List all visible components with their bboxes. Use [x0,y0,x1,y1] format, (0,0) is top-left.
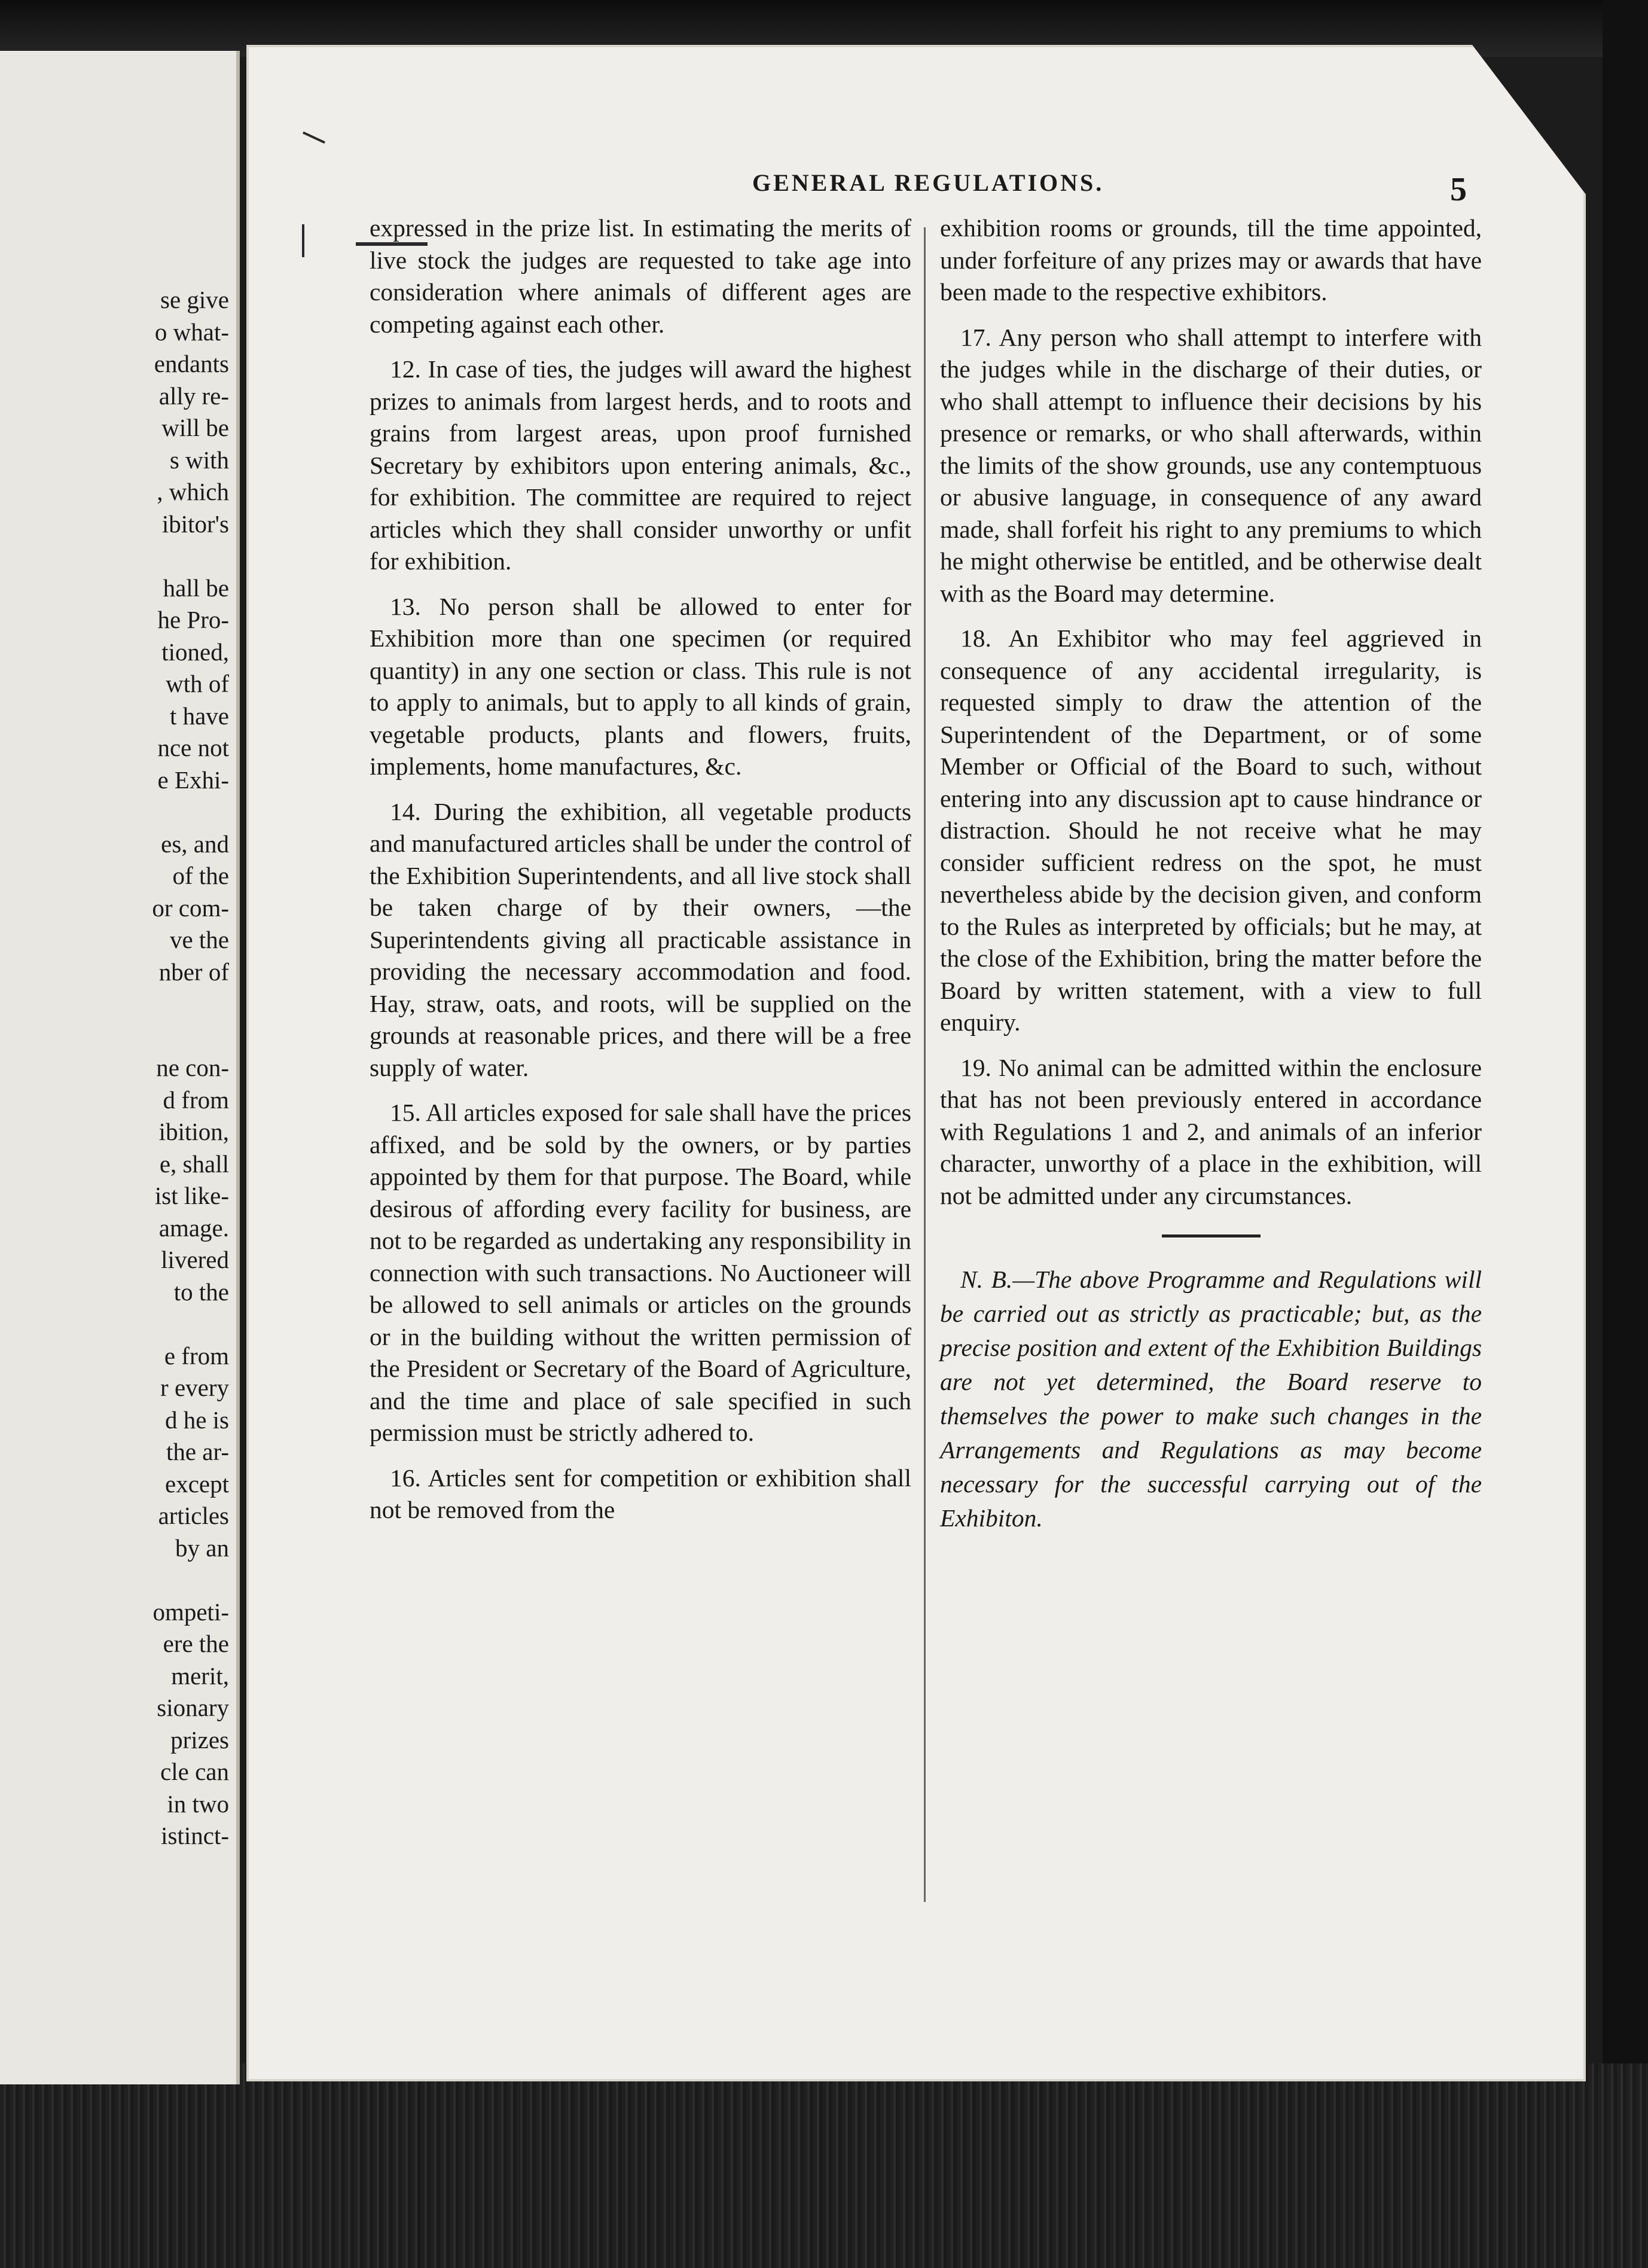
facing-page-line: to the [173,1278,229,1306]
facing-page-line [152,796,229,828]
facing-page-line: in two [167,1790,229,1818]
regulation-14: 14. During the exhibition, all vegetable products and manufactured articles shall be under the control of the Exhibition Superintendents, and all live stock shall be taken charge of by their owners, —the Superintendents giving all practicable assistance in providing the necessary accommodation and food. Hay, straw, oats, and roots, will be supplied on the grounds at reasonable prices, and there will be a free supply of water. [370,797,911,1081]
facing-page-line: r every [160,1374,229,1401]
left-column [370,212,911,1540]
facing-page-line: tioned, [161,638,229,666]
facing-page-line: ibition, [158,1118,229,1145]
facing-page-line: ere the [163,1630,229,1657]
facing-page-line: istinct- [161,1822,229,1849]
facing-page-line [152,1020,229,1053]
facing-page-line: d from [163,1086,229,1114]
facing-page-line: d he is [164,1406,229,1434]
scanner-background-bottom [0,2063,1648,2268]
facing-page-line [152,540,229,572]
facing-page-line: except [165,1470,229,1498]
facing-page-line: ve the [169,926,229,953]
paragraph-continued: expressed in the prize list. In estimating the merits of live stock the judges are requested to take age into consideration where animals of different ages are competing against each other. [370,214,911,338]
facing-page-line: t have [169,702,229,730]
facing-page-text [152,284,229,1852]
facing-page-line: of the [172,862,229,889]
regulation-16: 16. Articles sent for competition or exhibition shall not be removed from the [370,1464,911,1523]
facing-page-line: merit, [171,1662,229,1690]
regulation-13: 13. No person shall be allowed to enter for Exhibition more than one specimen (or required quantity) in any one section or class. This rule is not to apply to animals, but to apply to all kinds of grain, vegetable products, plants and flowers, fruits, implements, home manufactures, &c. [370,592,911,780]
facing-page-line: will be [161,414,229,441]
facing-page-line: se give [160,286,229,313]
facing-page-line: he Pro- [157,606,229,633]
facing-page-line: o what- [154,318,229,346]
facing-page-line [152,988,229,1020]
facing-page-line: cle can [160,1758,229,1785]
regulation-12: 12. In case of ties, the judges will award the highest prizes to animals from largest herds, and to roots and grains from largest areas, upon proof furnished Secretary by exhibitors upon entering animals, &c., for exhibition. The committee are required to reject articles which they shall consider unworthy or unfit for exhibition. [370,355,911,575]
facing-page-line: hall be [163,574,229,602]
nota-bene-label: N. B. [960,1266,1013,1293]
facing-page-line [152,1564,229,1596]
facing-page-line: sionary [157,1694,229,1721]
facing-page-line: ne con- [156,1054,229,1081]
facing-page-line: the ar- [166,1438,229,1465]
running-head: GENERAL REGULATIONS. [752,169,1104,196]
pen-mark [302,224,304,257]
regulation-19: 19. No animal can be admitted within the enclosure that has not been previously entered in accordance with Regulations 1 and 2, and animals of an inferior character, unworthy of a place in the exhibition, will not be admitted under any circumstances. [940,1053,1482,1209]
facing-page-line: ompeti- [152,1598,229,1626]
regulation-17: 17. Any person who shall attempt to interfere with the judges while in the discharge of their duties, or who shall attempt to influence their decisions by his presence or remarks, or who shall afterwards, within the limits of the show grounds, use any contemptuous or abusive language, in consequence of any award made, shall forfeit his right to any premiums to which he might otherwise be entitled, and be otherwise dealt with as the Board may determine. [940,323,1482,607]
column-divider [924,227,926,1902]
facing-page-line: ibitor's [161,510,229,538]
facing-page-line: by an [175,1534,229,1562]
facing-page-line: ally re- [158,382,229,410]
facing-page-line: wth of [166,670,229,697]
facing-page-line: , which [157,478,229,505]
regulation-15: 15. All articles exposed for sale shall have the prices affixed, and be sold by the owners, or by parties appointed by them for that purpose. The Board, while desirous of affording every facility for business, are not to be regarded as undertaking any responsibility in connection with such transactions. No Auctioneer will be allowed to sell animals or articles on the grounds or in the building without the written permission of the President or Secretary of the Board of Agriculture, and the time and place of sale specified in such permission must be strictly adhered to. [370,1099,911,1446]
regulation-18: 18. An Exhibitor who may feel aggrieved in consequence of any accidental irregularity, is requested simply to draw the attention of the Superintendent of the Department, or of some Member or Official of the Board to such, without entering into any discussion apt to cause hindrance or distraction. Should he not receive what he may consider sufficient redress on the spot, he must nevertheless abide by the decision given, and conform to the Rules as interpreted by officials; but he may, at the close of the Exhibition, bring the matter before the Board by written statement, with a view to full enquiry. [940,624,1482,1036]
facing-page-line: nber of [158,958,229,986]
right-column [940,212,1482,1548]
section-separator [1162,1234,1261,1237]
nota-bene [940,1263,1482,1535]
facing-page-line: e, shall [159,1150,229,1178]
pen-mark [356,242,428,246]
page-number: 5 [1450,171,1467,208]
facing-page-line: articles [158,1502,229,1529]
facing-page-line: amage. [158,1214,229,1242]
facing-page-line [152,1308,229,1340]
facing-page-line: es, and [161,830,229,858]
facing-page-line: e Exhi- [157,766,229,794]
facing-page-line: nce not [157,734,229,761]
nota-bene-text: —The above Programme and Regulations will be carried out as strictly as practicable; but, as the precise position and extent of the Exhibition Buildings are not yet determined, the Board reserve to themselves the power to make such changes in the Arrangements and Regulations as may become necessary for the successful carrying out of the Exhibiton. [940,1266,1482,1532]
facing-page-line: prizes [170,1726,229,1754]
facing-page-line: s with [169,446,229,474]
facing-page-fragment [0,51,240,2084]
facing-page-line: livered [161,1246,229,1273]
facing-page-line: e from [164,1342,229,1370]
facing-page-line: endants [154,350,229,377]
facing-page-line: or com- [152,894,229,922]
scanner-background-right [1603,0,1648,2268]
facing-page-line: ist like- [154,1182,229,1209]
paragraph-continued: exhibition rooms or grounds, till the time appointed, under forfeiture of any prizes may or awards that have been made to the respective exhibitors. [940,214,1482,306]
